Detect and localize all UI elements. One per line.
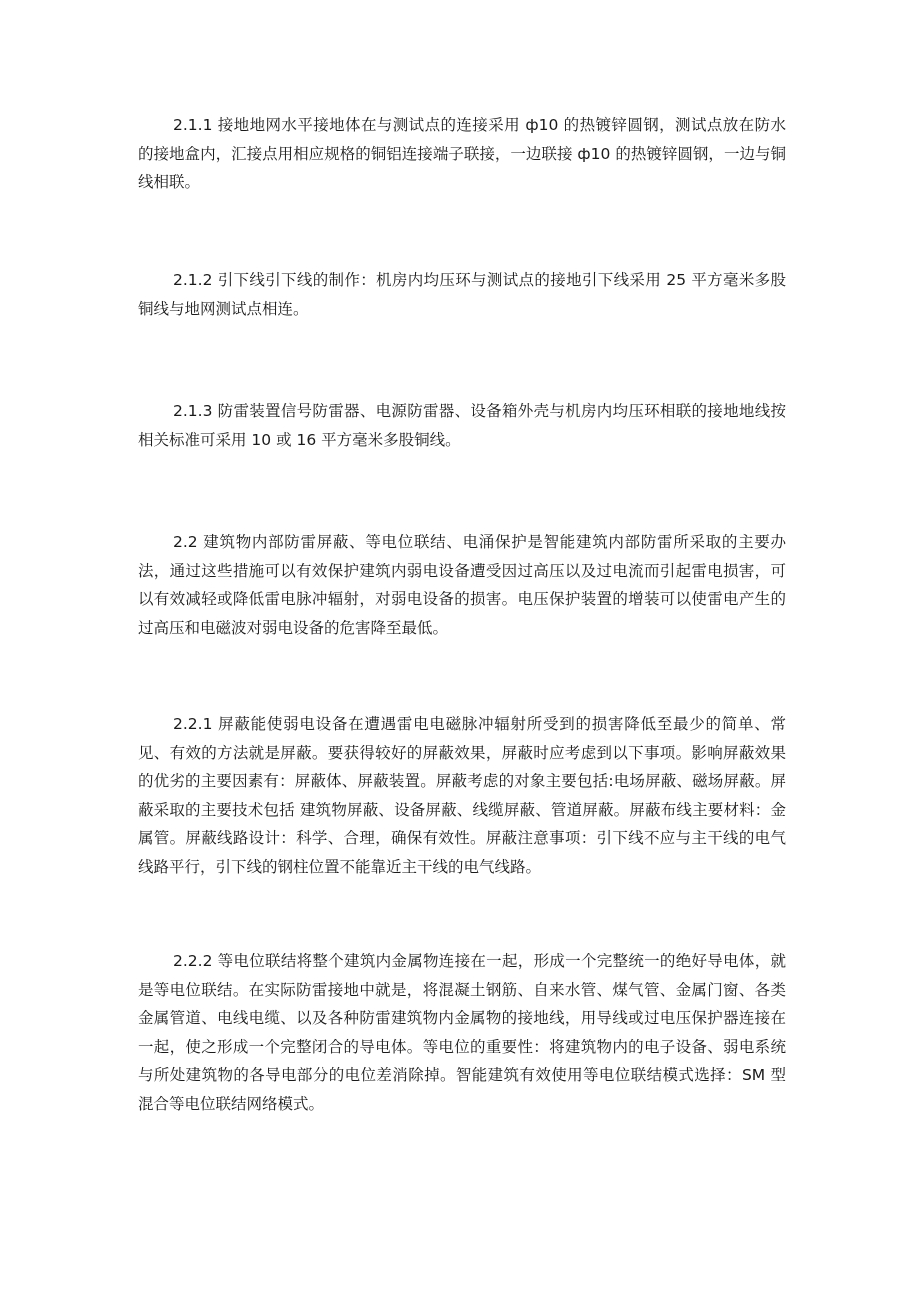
paragraph-2-2-1: 2.2.1 屏蔽能使弱电设备在遭遇雷电电磁脉冲辐射所受到的损害降低至最少的简单、常见、有效的方法就是屏蔽。要获得较好的屏蔽效果，屏蔽时应考虑到以下事项。影响屏蔽效果的优劣的主要因素有：屏蔽体、屏蔽装置。屏蔽考虑的对象主要包括:电场屏蔽、磁场屏蔽。屏蔽采取的主要技术包括 建筑物屏蔽、设备屏蔽、线缆屏蔽、管道屏蔽。屏蔽布线主要材料：金属管。屏蔽线路设计：科学、合理，确保有效性。屏蔽注意事项：引下线不应与主干线的电气线路平行，引下线的钢柱位置不能靠近主干线的电气线路。 [138,715,786,876]
paragraph-2-1-3: 2.1.3 防雷装置信号防雷器、电源防雷器、设备箱外壳与机房内均压环相联的接地地线按相关标准可采用 10 或 16 平方毫米多股铜线。 [138,402,786,449]
paragraph-2-2: 2.2 建筑物内部防雷屏蔽、等电位联结、电涌保护是智能建筑内部防雷所采取的主要办法，通过这些措施可以有效保护建筑内弱电设备遭受因过高压以及过电流而引起雷电损害，可以有效减轻或降低雷电脉冲辐射，对弱电设备的损害。电压保护装置的增装可以使雷电产生的过高压和电磁波对弱电设备的危害降至最低。 [138,533,786,637]
paragraph-2-1-2: 2.1.2 引下线引下线的制作：机房内均压环与测试点的接地引下线采用 25 平方毫米多股铜线与地网测试点相连。 [138,271,786,318]
paragraph-2-1-1: 2.1.1 接地地网水平接地体在与测试点的连接采用 ф10 的热镀锌圆钢，测试点放在防水的接地盒内，汇接点用相应规格的铜铝连接端子联接，一边联接 ф10 的热镀锌圆钢，一边与铜线相联。 [138,116,786,191]
paragraph-2-2-2: 2.2.2 等电位联结将整个建筑内金属物连接在一起，形成一个完整统一的绝好导电体，就是等电位联结。在实际防雷接地中就是，将混凝土钢筋、自来水管、煤气管、金属门窗、各类金属管道、电线电缆、以及各种防雷建筑物内金属物的接地线，用导线或过电压保护器连接在一起，使之形成一个完整闭合的导电体。等电位的重要性：将建筑物内的电子设备、弱电系统与所处建筑物的各导电部分的电位差消除掉。智能建筑有效使用等电位联结模式选择：SM 型混合等电位联结网络模式。 [138,952,786,1113]
